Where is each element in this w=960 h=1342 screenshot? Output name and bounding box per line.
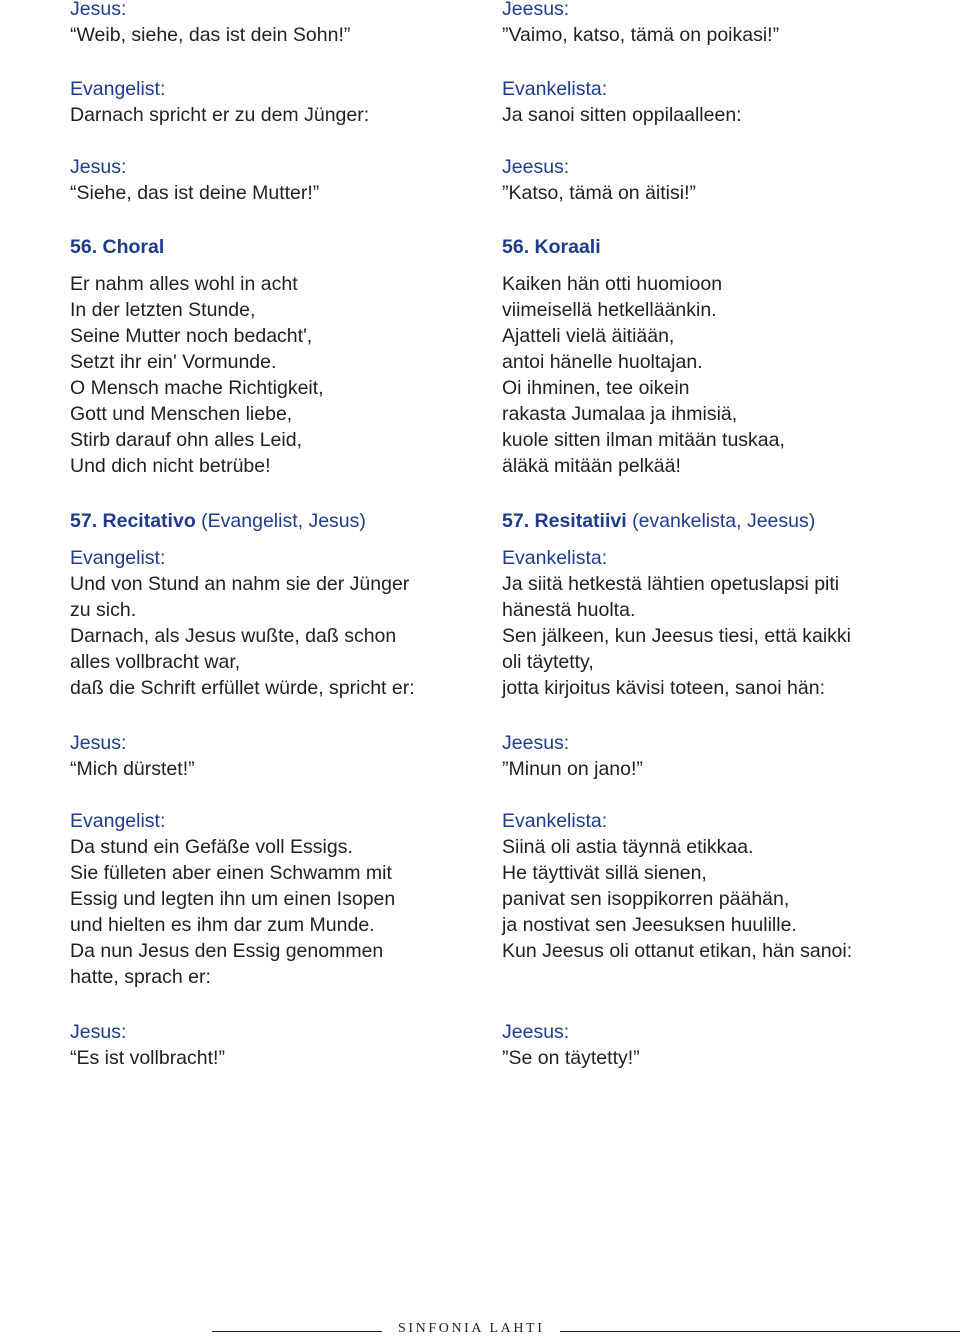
evangelist-line: Sen jälkeen, kun Jeesus tiesi, että kaikki xyxy=(502,625,852,647)
evangelist-line: Und von Stund an nahm sie der Jünger xyxy=(70,573,410,595)
speaker-jesus: Jeesus: xyxy=(502,732,570,754)
evangelist-line: Sie fülleten aber einen Schwamm mit xyxy=(70,862,392,884)
speaker-evangelist: Evankelista: xyxy=(502,547,608,569)
choral-line: antoi hänelle huoltajan. xyxy=(502,351,703,373)
jesus-line: “Siehe, das ist deine Mutter!” xyxy=(70,182,320,204)
evangelist-line: zu sich. xyxy=(70,599,137,621)
section-heading-57 xyxy=(70,508,366,534)
section-subtitle: (evankelista, Jeesus) xyxy=(632,510,816,532)
jesus-line: ”Katso, tämä on äitisi!” xyxy=(502,182,696,204)
jesus-line: “Weib, siehe, das ist dein Sohn!” xyxy=(70,24,351,46)
jesus-line: ”Minun on jano!” xyxy=(502,758,643,780)
section-title: Recitativo xyxy=(102,510,196,532)
section-number: 57. xyxy=(502,510,530,532)
evangelist-line: und hielten es ihm dar zum Munde. xyxy=(70,914,375,936)
evangelist-line: Kun Jeesus oli ottanut etikan, hän sanoi: xyxy=(502,940,853,962)
footer-rule-right xyxy=(560,1331,960,1332)
evangelist-line: Da stund ein Gefäße voll Essigs. xyxy=(70,836,353,858)
evangelist-line: hatte, sprach er: xyxy=(70,966,211,988)
evangelist-line: panivat sen isoppikorren päähän, xyxy=(502,888,790,910)
choral-line: Und dich nicht betrübe! xyxy=(70,455,271,477)
evangelist-line: Ja sanoi sitten oppilaalleen: xyxy=(502,104,742,126)
section-subtitle: (Evangelist, Jesus) xyxy=(201,510,366,532)
footer-rule-left xyxy=(212,1331,382,1332)
section-heading-57 xyxy=(502,508,815,534)
speaker-jesus: Jesus: xyxy=(70,1021,127,1043)
section-number: 56. xyxy=(502,236,530,258)
choral-line: Er nahm alles wohl in acht xyxy=(70,273,298,295)
speaker-jesus: Jesus: xyxy=(70,0,127,20)
jesus-line: “Es ist vollbracht!” xyxy=(70,1047,225,1069)
choral-line: Kaiken hän otti huomioon xyxy=(502,273,723,295)
jesus-line: “Mich dürstet!” xyxy=(70,758,195,780)
jesus-line: ”Se on täytetty!” xyxy=(502,1047,640,1069)
speaker-evangelist: Evangelist: xyxy=(70,547,166,569)
choral-line: O Mensch mache Richtigkeit, xyxy=(70,377,324,399)
section-title: Resitatiivi xyxy=(534,510,627,532)
speaker-jesus: Jeesus: xyxy=(502,1021,570,1043)
section-number: 57. xyxy=(70,510,98,532)
speaker-evangelist: Evangelist: xyxy=(70,810,166,832)
evangelist-line: Da nun Jesus den Essig genommen xyxy=(70,940,384,962)
evangelist-line: Ja siitä hetkestä lähtien opetuslapsi piti xyxy=(502,573,840,595)
evangelist-line: alles vollbracht war, xyxy=(70,651,241,673)
page-footer xyxy=(0,1318,960,1342)
section-title: Koraali xyxy=(534,236,601,258)
choral-line: Seine Mutter noch bedacht', xyxy=(70,325,313,347)
footer-brand: SINFONIA LAHTI xyxy=(398,1321,545,1336)
evangelist-line: He täyttivät sillä sienen, xyxy=(502,862,707,884)
choral-line: Ajatteli vielä äitiään, xyxy=(502,325,675,347)
choral-line: Setzt ihr ein' Vormunde. xyxy=(70,351,277,373)
section-title: Choral xyxy=(102,236,165,258)
speaker-jesus: Jeesus: xyxy=(502,0,570,20)
evangelist-line: jotta kirjoitus kävisi toteen, sanoi hän: xyxy=(502,677,826,699)
choral-line: rakasta Jumalaa ja ihmisiä, xyxy=(502,403,738,425)
speaker-evangelist: Evankelista: xyxy=(502,78,608,100)
evangelist-line: ja nostivat sen Jeesuksen huulille. xyxy=(502,914,797,936)
section-number: 56. xyxy=(70,236,98,258)
choral-line: kuole sitten ilman mitään tuskaa, xyxy=(502,429,785,451)
speaker-evangelist: Evangelist: xyxy=(70,78,166,100)
evangelist-line: hänestä huolta. xyxy=(502,599,636,621)
choral-line: Stirb darauf ohn alles Leid, xyxy=(70,429,302,451)
section-heading-56 xyxy=(502,234,601,260)
evangelist-line: Siinä oli astia täynnä etikkaa. xyxy=(502,836,754,858)
choral-line: Gott und Menschen liebe, xyxy=(70,403,293,425)
jesus-line: ”Vaimo, katso, tämä on poikasi!” xyxy=(502,24,780,46)
section-heading-56 xyxy=(70,234,164,260)
evangelist-line: Darnach, als Jesus wußte, daß schon xyxy=(70,625,397,647)
speaker-evangelist: Evankelista: xyxy=(502,810,608,832)
evangelist-line: Essig und legten ihn um einen Isopen xyxy=(70,888,396,910)
evangelist-line: daß die Schrift erfüllet würde, spricht er: xyxy=(70,677,415,699)
choral-line: viimeisellä hetkelläänkin. xyxy=(502,299,717,321)
speaker-jesus: Jeesus: xyxy=(502,156,570,178)
choral-line: In der letzten Stunde, xyxy=(70,299,256,321)
speaker-jesus: Jesus: xyxy=(70,156,127,178)
choral-line: Oi ihminen, tee oikein xyxy=(502,377,690,399)
speaker-jesus: Jesus: xyxy=(70,732,127,754)
evangelist-line: Darnach spricht er zu dem Jünger: xyxy=(70,104,370,126)
evangelist-line: oli täytetty, xyxy=(502,651,594,673)
choral-line: äläkä mitään pelkää! xyxy=(502,455,681,477)
